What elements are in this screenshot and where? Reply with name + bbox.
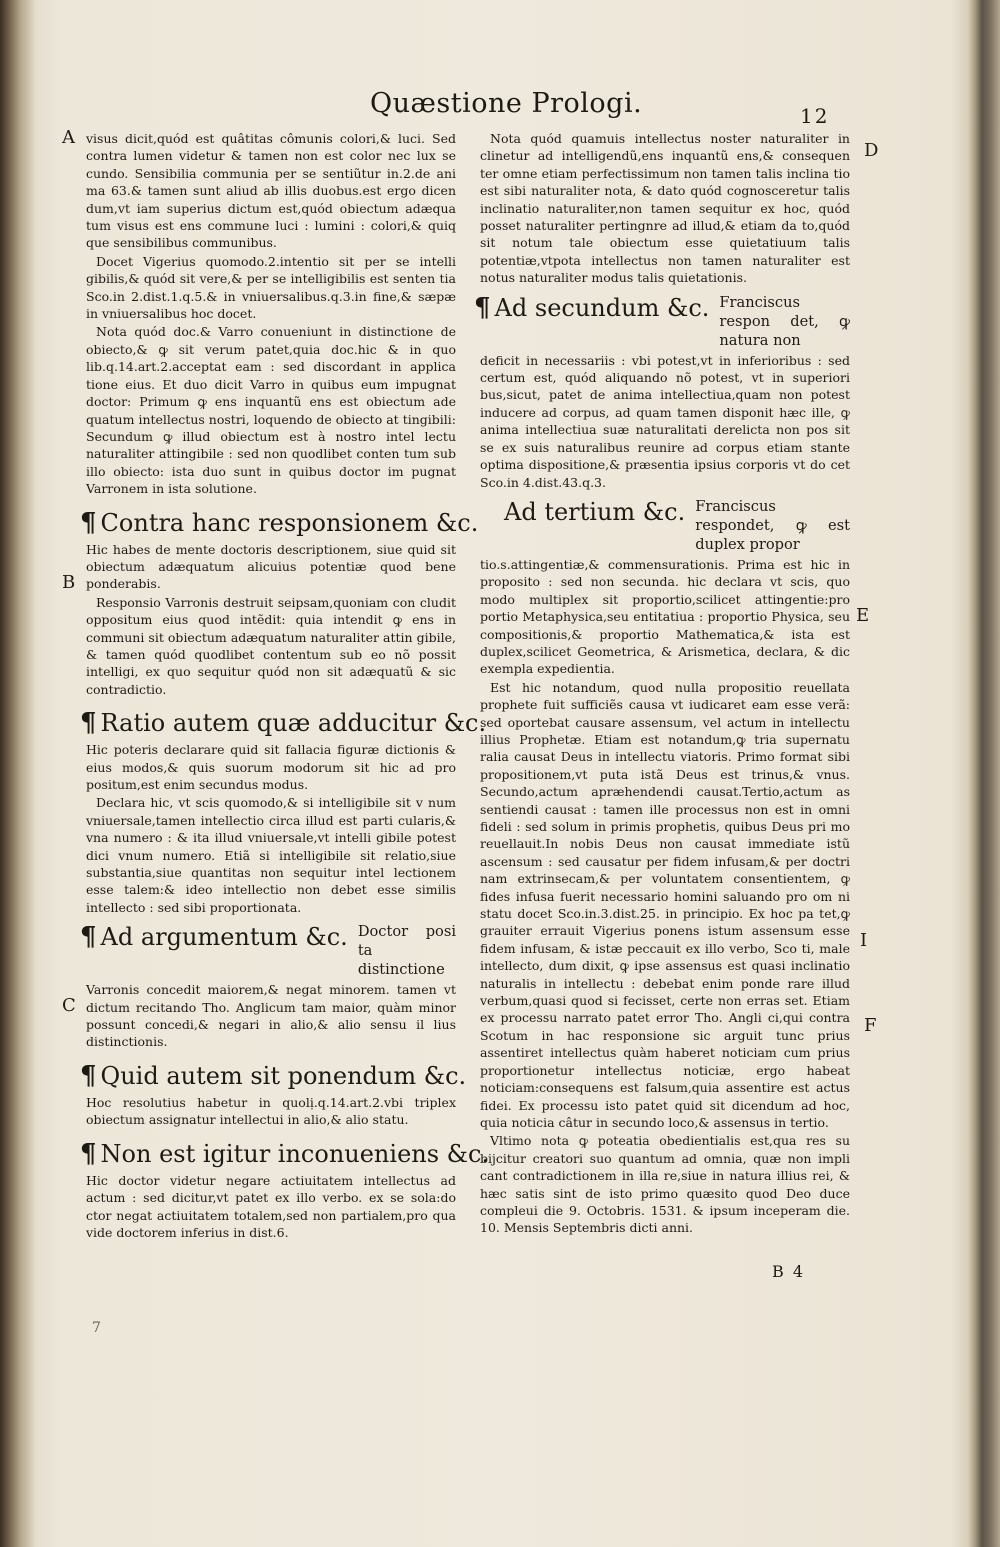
lemma-side-text: Franciscus respondet, ꝙ est duplex propor xyxy=(695,497,850,553)
paragraph: Hic doctor videtur negare actiuitatem intellectus ad actum : sed dicitur,vt patet ex illo verbo. ex se sola:do ctor negat actiuitatem totalem,sed non partialem,pro qua vide doctorem inferius in dist.6. xyxy=(86,1172,456,1240)
paragraph: Vltimo nota ꝙ poteatia obedientialis est,qua res su bijcitur creatori suo quantum ad omnia, quæ non impli cant contradictionem in illa re,siue in natura illius rei, & hæc satis sint de isto primo quæsito quod Deo duce compleui die 9. Octobris. 1531. & ipsum inceperam die. 10. Mensis Septembris dicti anni. xyxy=(480,1133,850,1236)
lemma-heading: ¶ Quid autem sit ponendum &c. xyxy=(80,1060,467,1091)
pilcrow-icon: ¶ xyxy=(80,507,97,538)
pilcrow-icon: ¶ xyxy=(80,1138,97,1169)
lemma-heading: Ad tertium &c. xyxy=(504,497,686,526)
signature-mark: B 4 xyxy=(772,1262,806,1281)
pilcrow-icon: ¶ xyxy=(80,708,97,739)
lemma-row xyxy=(474,497,850,554)
paragraph: Est hic notandum, quod nulla propositio reuellata prophete fuit sufficiẽs causa vt iudicaret eam esse verã: sed oportebat causare assensum, vel actum in intellectu illius Prophetæ. Etiam est notandum,ꝙ tria supernatu ralia causat Deus in intellectu viatoris. Primo format sibi propositionem,vt puta istã Deus est trinus,& vnus. Secundo,actum apræhendendi causat.Tertio,actum as sentiendi causat : tamen ille processus non est in omni fideli : sed solum in primis prophetis, quibus Deus pri mo reuellauit.In nobis Deus non causat immediate istũ ascensum : sed causatur per fidem infusam,& per doctri nam extrinsecam,& per voluntatem consentientem, ꝙ fides infusa fuerit necessario homini saluando pro om ni statu docet Sco.in.3.dist.25. in principio. Ex hoc pa tet,ꝙ grauiter errauit Vigerius ponens istum assensum esse fidem infusam, & istæ peccauit ex illo verbo, Sco ti, male intellecto, dum dixit, ꝙ ipse assensus est quasi inclinatio naturalis in intellectu : debebat enim ponde rare illud verbum,quasi quod si fecisset, certe non erras set. Etiam ex processu narrato patet error Tho. Angli ci,qui contra Scotum in hac responsione sic arguit tunc prius assentiret intellectus quàm haberet noticiam cum prius proportionetur intellectus noticiæ, ergo habeat noticiam:consequens est falsum,quia assentire est actus fidei. Ex processu isto patet quid sit dicendum ad hoc, quia noticia câtur in secundo loco,& assensus in tertio. xyxy=(480,679,850,1130)
paragraph: deficit in necessariis : vbi potest,vt in inferioribus : sed certum est, quód aliquando nõ potest, vt in superiori bus,sicut, patet de anima intellectiua,quam non potest inducere ad corpus, ad quam tamen disponit hæc ille, ꝙ anima intellectiua suæ naturalitati derelicta non pos sit se ex suis naturalibus reunire ad corpus etiam stante optima dispositione,& præsentia ipsius corporis vt do cet Sco.in 4.dist.43.q.3. xyxy=(480,352,850,490)
margin-letter-d: D xyxy=(864,140,879,161)
lemma-side-text: Doctor posi ta distinctione xyxy=(357,923,456,979)
lemma-row xyxy=(80,922,456,979)
lemma-side-text: Franciscus respon det, ꝙ natura non xyxy=(719,293,850,349)
lemma-heading: ¶ Ad argumentum &c. xyxy=(80,922,348,953)
pilcrow-icon: ¶ xyxy=(80,922,97,953)
pilcrow-icon: ¶ xyxy=(474,292,491,323)
paragraph: Varronis concedit maiorem,& negat minorem. tamen vt dictum recitando Tho. Anglicum tam maior, quàm minor possunt concedi,& negari in alio,& alio sensu il lius distinctionis. xyxy=(86,982,456,1050)
paragraph: Hic habes de mente doctoris descriptionem, siue quid sit obiectum adæquatum alicuius potentiæ quod bene ponderabis. xyxy=(86,541,456,592)
paragraph: visus dicit,quód est quâtitas cômunis colori,& luci. Sed contra lumen videtur & tamen non est color nec lux se cundo. Sensibilia communia per se sentiũtur in.2.de ani ma 63.& tamen sunt aliud ab illis duobus.est ergo dicen dum,vt iam superius dictum est,quód obiectum adæqua tum visus est ens commune luci : lumini : colori,& quiq que sensibilibus communibus. xyxy=(86,131,456,251)
book-spine-shadow xyxy=(0,0,36,1547)
pilcrow-icon: ¶ xyxy=(80,1060,97,1091)
margin-letter-c: C xyxy=(62,995,76,1016)
lemma-heading: ¶ Ad secundum &c. xyxy=(474,292,710,323)
margin-letter-f: F xyxy=(864,1015,877,1036)
running-head: Quæstione Prologi. xyxy=(370,88,643,119)
lemma-row xyxy=(474,293,850,350)
lemma-heading: ¶ Contra hanc responsionem &c. xyxy=(80,507,479,538)
paragraph: Docet Vigerius quomodo.2.intentio sit per se intelli gibilis,& quód sit vere,& per se intelligibilis est senten tia Sco.in 2.dist.1.q.5.& in vniuersalibus.q.3.in fine,& sæpæ in vniuersalibus hoc docet. xyxy=(86,253,456,322)
paragraph: Declara hic, vt scis quomodo,& si intelligibile sit v num vniuersale,tamen intellectio circa illud est parti cularis,& vna numero : & ita illud vniuersale,vt intelli gibile potest dici vnum numero. Etiã si intelligibile sit relatio,siue substantia,siue quantitas non sequitur intel lectionem esse talem:& ideo intellectio non debet esse similis intellecto : sed sibi proportionata. xyxy=(86,795,456,915)
stray-mark: 7 xyxy=(92,1320,101,1336)
lemma-heading: ¶ Ratio autem quæ adducitur &c. xyxy=(80,708,487,739)
left-column xyxy=(80,130,490,1242)
paragraph: tio.s.attingentiæ,& commensurationis. Prima est hic in proposito : sed non secunda. hic declara vt scis, quo modo multiplex sit proportio,scilicet attingentie:pro portio Metaphysica,seu entitatiua : proportio Physica, seu compositionis,& proportio Mathematica,& ista est duplex,scilicet Geometrica, & Arismetica, declara, & dic exempla expedientia. xyxy=(480,556,850,677)
margin-letter-i: I xyxy=(860,930,868,951)
lemma-heading: ¶ Non est igitur inconueniens &c. xyxy=(80,1138,490,1169)
paragraph: Nota quód quamuis intellectus noster naturaliter in clinetur ad intelligendũ,ens inquantũ ens,& consequen ter omne etiam perfectissimum non tamen talis inclina tio est sibi naturaliter nota, & dato quód cognosceretur talis inclinatio naturaliter,non tamen sequitur ex hoc, quód posset naturaliter pertingnre ad illud,& etiam da to,quód sit notum tale obiectum esse quietatiuum talis potentiæ,vtpota intellectus non tamen naturaliter est notus naturaliter modus talis quietationis. xyxy=(480,131,850,286)
paragraph: Responsio Varronis destruit seipsam,quoniam con cludit oppositum eius quod intẽdit: quia intendit ꝙ ens in communi sit obiectum adæquatum naturaliter attin gibile, & tamen quód quodlibet contentum sub eo nõ possit intelligi, ex quo sequitur quód non sit adæquatũ & sic contradictio. xyxy=(86,594,456,697)
margin-letter-b: B xyxy=(62,572,76,593)
paragraph: Hic poteris declarare quid sit fallacia figuræ dictionis & eius modos,& quis suorum modorum sit hic ad pro positum,est enim secundus modus. xyxy=(86,742,456,792)
paragraph: Hoc resolutius habetur in quolị.q.14.art.2.vbi triplex obiectum assignatur intellectui in alio,& alio statu. xyxy=(86,1094,456,1128)
margin-letter-e: E xyxy=(856,605,870,626)
paragraph: Nota quód doc.& Varro conueniunt in distinctione de obiecto,& ꝙ sit verum patet,quia doc.hic & in quo lib.q.14.art.2.acceptat eam : sed discordant in applica tione eius. Et duo dicit Varro in quibus eum impugnat doctor: Primum ꝙ ens inquantũ ens est obiectum ade quatum intellectus nostri, loquendo de obiecto at tingibili: Secundum ꝙ illud obiectum est à nostro intel lectu naturaliter attingibile : sed non quodlibet conten tum sub illo obiecto: ista duo sunt in quibus doctor im pugnat Varronem in ista solutione. xyxy=(86,324,456,497)
margin-letter-a: A xyxy=(62,127,75,148)
folio-number: 12 xyxy=(800,104,830,128)
right-column xyxy=(474,130,850,1238)
